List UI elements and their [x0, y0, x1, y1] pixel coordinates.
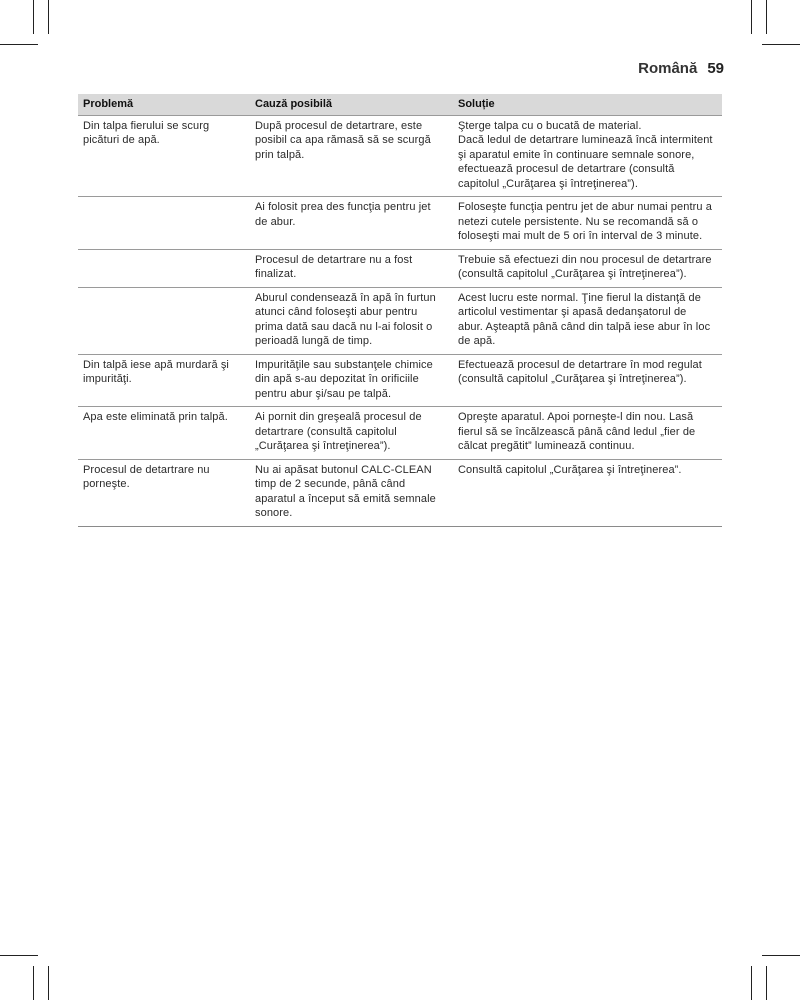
crop-mark: [751, 966, 752, 1000]
solution-line: Opreşte aparatul. Apoi porneşte-l din nou. Lasă fierul să se încălzească până când ledul „fier de călcat pregătit” luminează continuu.: [458, 411, 696, 452]
troubleshooting-table-wrapper: [78, 94, 722, 527]
problem-cell: Din talpa fierului se scurg picături de apă.: [78, 115, 250, 197]
crop-mark: [762, 44, 800, 45]
crop-mark: [0, 44, 38, 45]
solution-cell: [453, 354, 722, 407]
cause-cell: Ai folosit prea des funcţia pentru jet de abur.: [250, 197, 453, 250]
problem-cell: Procesul de detartrare nu porneşte.: [78, 459, 250, 526]
table-row: [78, 249, 722, 287]
solution-line: Dacă ledul de detartrare luminează încă intermitent şi aparatul emite în continuare semnale sonore, efectuează procesul de detartrare (consultă capitolul „Curăţarea şi întreţinerea”).: [458, 134, 713, 190]
column-header-solution: Soluție: [453, 94, 722, 115]
problem-cell: [78, 287, 250, 354]
table-row: [78, 115, 722, 197]
cause-cell: Procesul de detartrare nu a fost finalizat.: [250, 249, 453, 287]
solution-cell: [453, 197, 722, 250]
table-row: [78, 287, 722, 354]
cause-cell: Nu ai apăsat butonul CALC-CLEAN timp de 2 secunde, până când aparatul a început să emită semnale sonore.: [250, 459, 453, 526]
crop-mark: [33, 0, 34, 34]
cause-cell: După procesul de detartrare, este posibil ca apa rămasă să se scurgă prin talpă.: [250, 115, 453, 197]
cause-cell: Aburul condensează în apă în furtun atunci când foloseşti abur pentru prima dată sau dacă nu l-ai folosit o perioadă lungă de timp.: [250, 287, 453, 354]
solution-cell: [453, 459, 722, 526]
table-header-row: [78, 94, 722, 115]
page-header: [638, 60, 724, 77]
solution-line: Consultă capitolul „Curăţarea şi întreţinerea”.: [458, 463, 682, 476]
solution-line: Efectuează procesul de detartrare în mod regulat (consultă capitolul „Curăţarea şi întreţinerea”).: [458, 358, 702, 385]
crop-mark: [762, 955, 800, 956]
column-header-problem: Problemă: [78, 94, 250, 115]
solution-cell: [453, 115, 722, 197]
crop-mark: [766, 0, 767, 34]
solution-line: Trebuie să efectuezi din nou procesul de detartrare (consultă capitolul „Curăţarea şi întreţinerea”).: [458, 253, 712, 280]
troubleshooting-table: [78, 94, 722, 527]
crop-mark: [48, 0, 49, 34]
solution-line: Şterge talpa cu o bucată de material.: [458, 119, 642, 132]
crop-mark: [33, 966, 34, 1000]
problem-cell: Apa este eliminată prin talpă.: [78, 407, 250, 460]
table-row: [78, 197, 722, 250]
cause-cell: Ai pornit din greşeală procesul de detartrare (consultă capitolul „Curăţarea şi întreţinerea”).: [250, 407, 453, 460]
solution-line: Acest lucru este normal. Ţine fierul la distanţă de articolul vestimentar şi apasă dedanşatorul de abur. Aşteaptă până când din talpă iese abur în loc de apă.: [458, 291, 711, 347]
table-row: [78, 459, 722, 526]
column-header-cause: Cauză posibilă: [250, 94, 453, 115]
solution-cell: [453, 249, 722, 287]
crop-mark: [0, 955, 38, 956]
solution-line: Foloseşte funcţia pentru jet de abur numai pentru a netezi cutele persistente. Nu se recomandă să o foloseşti mai mult de 5 ori în interval de 3 minute.: [458, 201, 712, 242]
problem-cell: [78, 197, 250, 250]
crop-mark: [751, 0, 752, 34]
solution-cell: [453, 287, 722, 354]
problem-cell: [78, 249, 250, 287]
solution-cell: [453, 407, 722, 460]
cause-cell: Impurităţile sau substanţele chimice din apă s-au depozitat în orificiile pentru abur şi/sau pe talpă.: [250, 354, 453, 407]
page-number: 59: [707, 60, 724, 77]
table-row: [78, 407, 722, 460]
language-label: Română: [638, 60, 698, 77]
problem-cell: Din talpă iese apă murdară şi impurităţi.: [78, 354, 250, 407]
crop-mark: [48, 966, 49, 1000]
crop-mark: [766, 966, 767, 1000]
table-row: [78, 354, 722, 407]
